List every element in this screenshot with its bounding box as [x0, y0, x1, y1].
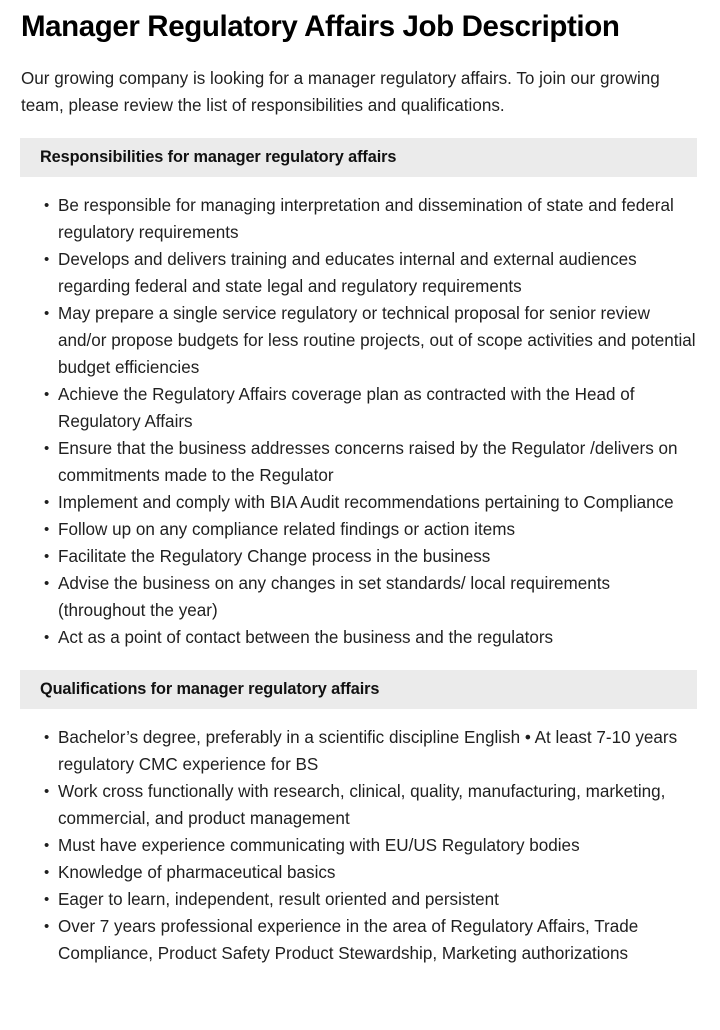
list-item: • Bachelor’s degree, preferably in a scientific discipline English • At least 7-10 years regulatory CMC experience for BS — [58, 724, 696, 778]
page-title: Manager Regulatory Affairs Job Description — [21, 10, 620, 43]
list-item: • Achieve the Regulatory Affairs coverage plan as contracted with the Head of Regulatory Affairs — [58, 381, 696, 435]
list-item: • Over 7 years professional experience in the area of Regulatory Affairs, Trade Compliance, Product Safety Product Stewardship, Marketing authorizations — [58, 913, 696, 967]
list-item: • Ensure that the business addresses concerns raised by the Regulator /delivers on commitments made to the Regulator — [58, 435, 696, 489]
list-item: • Implement and comply with BIA Audit recommendations pertaining to Compliance — [58, 489, 696, 516]
list-item: • Must have experience communicating with EU/US Regulatory bodies — [58, 832, 696, 859]
section-heading-label: Responsibilities for manager regulatory affairs — [40, 148, 397, 167]
list-item: • May prepare a single service regulatory or technical proposal for senior review and/or propose budgets for less routine projects, out of scope activities and potential budget efficiencies — [58, 300, 696, 381]
list-item: • Eager to learn, independent, result oriented and persistent — [58, 886, 696, 913]
list-item: • Act as a point of contact between the business and the regulators — [58, 624, 696, 651]
list-item: • Be responsible for managing interpretation and dissemination of state and federal regulatory requirements — [58, 192, 696, 246]
list-item: • Knowledge of pharmaceutical basics — [58, 859, 696, 886]
intro-paragraph: Our growing company is looking for a manager regulatory affairs. To join our growing team, please review the list of responsibilities and qualifications. — [21, 69, 660, 115]
list-item: • Work cross functionally with research, clinical, quality, manufacturing, marketing, commercial, and product management — [58, 778, 696, 832]
section-header-responsibilities — [20, 138, 697, 177]
list-item: • Advise the business on any changes in set standards/ local requirements (throughout the year) — [58, 570, 696, 624]
section-header-qualifications — [20, 670, 697, 709]
qualifications-list — [0, 709, 720, 967]
list-item: • Follow up on any compliance related findings or action items — [58, 516, 696, 543]
list-item: • Develops and delivers training and educates internal and external audiences regarding federal and state legal and regulatory requirements — [58, 246, 696, 300]
responsibilities-list — [0, 177, 720, 651]
list-item: • Facilitate the Regulatory Change process in the business — [58, 543, 696, 570]
section-heading-label: Qualifications for manager regulatory affairs — [40, 680, 380, 699]
bottom-spacer — [0, 967, 720, 979]
